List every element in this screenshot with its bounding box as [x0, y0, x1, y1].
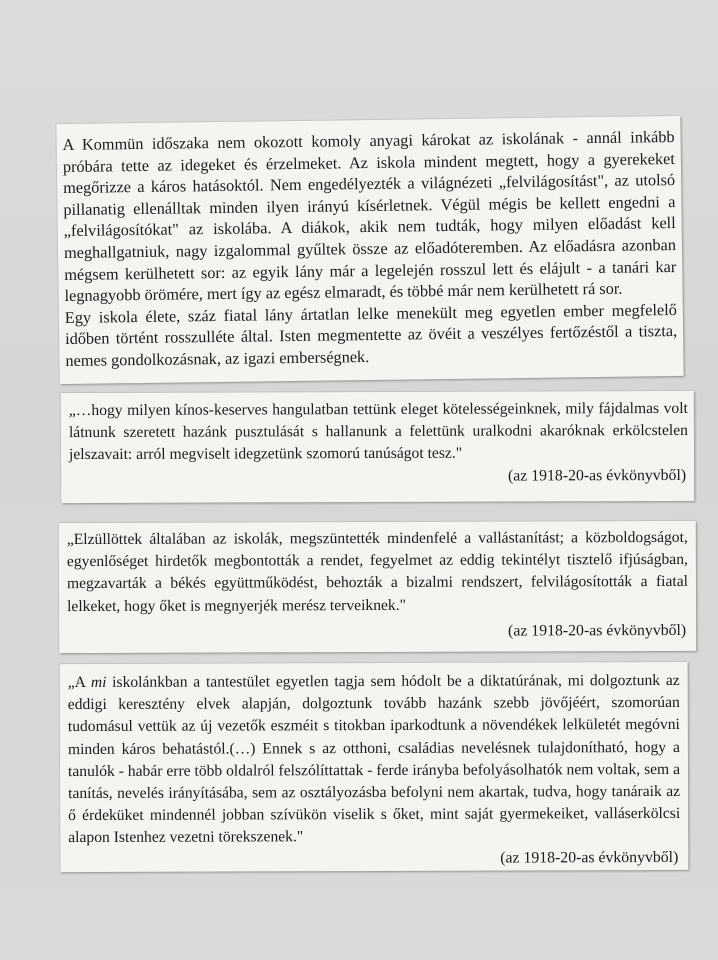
quote-emphasis: mi [90, 673, 107, 691]
quote-text: „Elzüllöttek általában az iskolák, megszüntették mindenfelé a vallástanítást; a közboldogságot, egyenlőséget hirdetők megbontották a rendet, fegyelmet az eddig tekintélyt tisztelő ifjúságban, megzavarták a békés együttműködést, behozták a bizalmi rendszert, felvilágosították a fiatal lelkeket, hogy őket is megnyerjék merész terveiknek." [66, 528, 689, 615]
clipping-quote-2 [59, 521, 696, 653]
quote-text [68, 670, 681, 850]
quote-text-start: „A [67, 673, 91, 692]
quote-text-rest: iskolánkban a tantestület egyetlen tagja sem hódolt be a diktatúrának, mi dolgoztunk az eddigi keresztény elvek alapján, dolgoztunk tovább hazánk szebb jövőjéért, szomorúan tudomásul vettük az új vezetők eszméit s titokban iparkodtunk a növendékek lelkületét megóvni minden káros behatástól.(…) Ennek s az otthoni, családias nevelésnek tulajdonítható, hogy a tanulók - habár erre több oldalról felszólíttattak - ferde irányba befolyásolhatók nem voltak, sem a tanítás, nevelés irányításába, sem az osztályozásba befolyni nem akartak, tudva, hogy tanáraik az ő érdeküket mindennél jobban szívükön viselik s őket, mint saját gyermekeiket, valláserkölcsi alapon Istenhez vezetni törekszenek." [67, 671, 681, 847]
clipping-paragraph-2: Egy iskola élete, száz fiatal lány ártatlan lelke menekült meg egyetlen ember megfelelő időben történt rosszulléte által. Isten megmentette az övéit a veszélyes fertőzéstől a tiszta, nemes gondolkozásnak, az igazi emberségnek. [64, 299, 678, 370]
quote-text: „…hogy milyen kínos-keserves hangulatban tettünk eleget kötelességeinknek, mily fájdalmas volt látnunk szeretett hazánk pusztulását s hallanunk a felettünk uralkodni akaróknak erkölcstelen jelszavait: arról megviselt idegzetünk szomorú tanúságot tesz." [68, 399, 688, 464]
quote-source: (az 1918-20-as évkönyvből) [507, 466, 687, 485]
clipping-quote-1 [61, 391, 694, 503]
clipping-paragraph: A Kommün időszaka nem okozott komoly anyagi károkat az iskolának - annál inkább próbára tette az idegeket és érzelmeket. Az iskola mindent megtett, hogy a gyerekeket megőrizze a káros hatásoktól. Nem engedélyezték a világnézeti „felvilágosítást", az utolsó pillanatig ellenálltak minden ilyen irányú kísérletnek. Végül mégis be kellett engedni a „felvilágosítókat" az iskolába. A diákok, akik nem tudták, hogy milyen előadást kell meghallgatniuk, nagy izgalommal gyűltek össze az előadóteremben. Az előadásra azonban mégsem kerülhetett sor: az egyik lány már a legelején rosszul lett és elájult - a tanári kar legnagyobb örömére, mert így az egész elmaradt, és többé már nem kerülhetett rá sor. [62, 127, 677, 306]
quote-source: (az 1918-20-as évkönyvből) [508, 621, 687, 640]
clipping-quote-3 [60, 662, 689, 872]
clipping-commune-summary [56, 116, 683, 384]
quote-source: (az 1918-20-as évkönyvből) [500, 848, 679, 867]
